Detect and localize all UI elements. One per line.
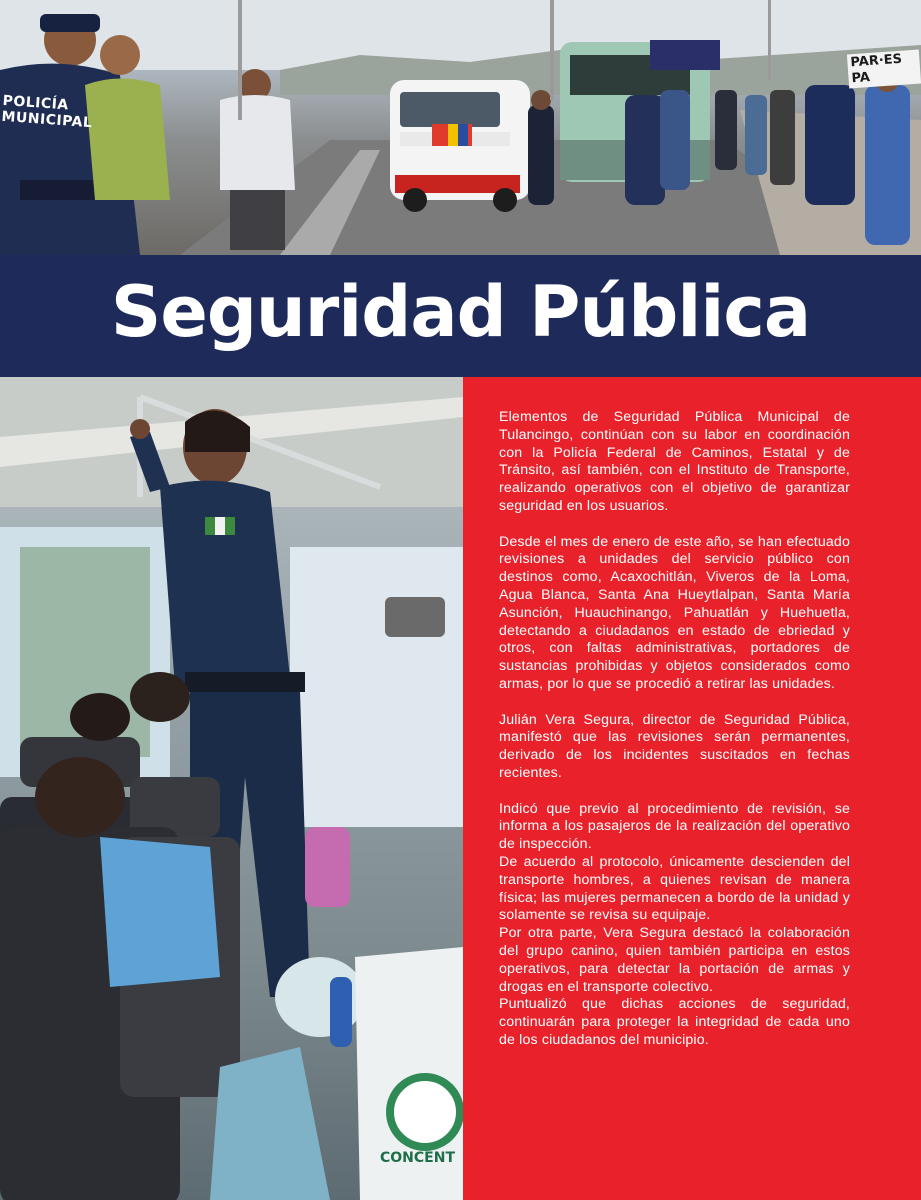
checkpoint-scene-illustration: [0, 0, 921, 255]
article-panel: [463, 377, 921, 1200]
bus-interior-illustration: [0, 377, 463, 1200]
sign-line-1: PAR·ES: [849, 51, 903, 71]
bag-brand-label: CONCENT: [380, 1150, 455, 1166]
police-label-line-1: POLICÍA: [2, 92, 70, 114]
protest-sign: [847, 50, 921, 89]
article-paragraph-7: Puntualizó que dichas acciones de seguridad, continuarán para proteger la integridad de cada uno de los ciudadanos del municipio.: [499, 996, 850, 1048]
article-paragraph-3: Julián Vera Segura, director de Seguridad Pública, manifestó que las revisiones serán permanentes, derivado de los incidentes suscitados en fechas recientes.: [499, 711, 850, 781]
article-paragraph-4: Indicó que previo al procedimiento de revisión, se informa a los pasajeros de la realización del operativo de inspección.: [499, 800, 850, 853]
title-band: [0, 255, 921, 377]
page-title: Seguridad Pública: [110, 271, 811, 353]
bus-interior-photo: [0, 377, 463, 1200]
article-body: [499, 409, 850, 1050]
article-paragraph-5: De acuerdo al protocolo, únicamente descienden del transporte hombres, a quienes revisan de manera física; las mujeres permanecen a bordo de la unidad y solamente se revisa su equipaje.: [499, 853, 850, 924]
top-photo-checkpoint: [0, 0, 921, 255]
article-paragraph-6: Por otra parte, Vera Segura destacó la colaboración del grupo canino, quien también participa en estos operativos, para detectar la portación de armas y drogas en el transporte colectivo.: [499, 925, 850, 995]
article-paragraph-2: Desde el mes de enero de este año, se han efectuado revisiones a unidades del servicio público con destinos como, Acaxochitlán, Viveros de la Loma, Agua Blanca, Santa Ana Hueytlalpan, Santa María Asunción, Huauchinango, Pahuatlán y Huehuetla, detectando a ciudadanos en estado de ebriedad y otros, con faltas administrativas, portadores de sustancias prohibidas y objetos considerados como armas, por lo que se procedió a retirar las unidades.: [499, 533, 850, 692]
white-van: [390, 80, 530, 212]
article-paragraph-1: Elementos de Seguridad Pública Municipal de Tulancingo, continúan con su labor en coordinación con la Policía Federal de Caminos, Estatal y de Tránsito, así también, con el Instituto de Transporte, realizando operativos con el objetivo de garantizar seguridad en los usuarios.: [499, 409, 850, 514]
police-label-line-2: MUNICIPAL: [0, 108, 93, 132]
police-badge-text: [1, 93, 94, 131]
civilian-white-hoodie: [220, 69, 295, 250]
sign-line-2: PA: [851, 70, 871, 87]
